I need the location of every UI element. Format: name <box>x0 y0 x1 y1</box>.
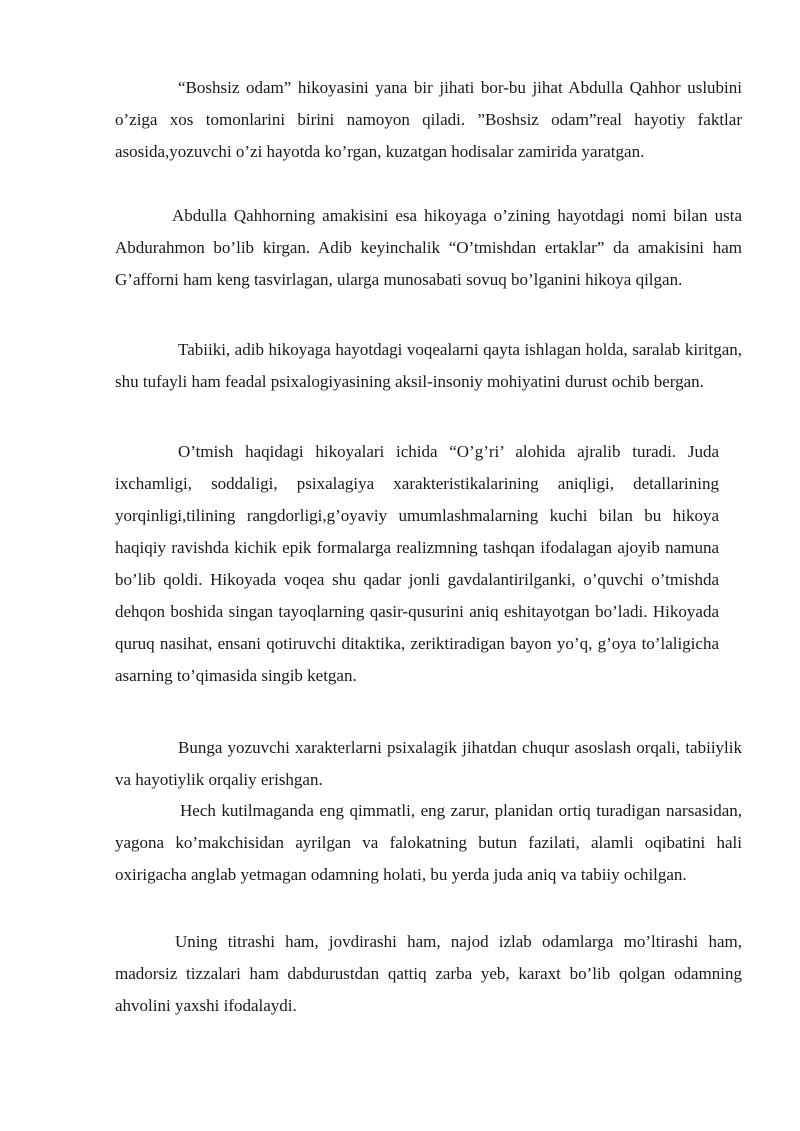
paragraph-4: O’tmish haqidagi hikoyalari ichida “O’g’ri’ alohida ajralib turadi. Juda ixchamligi, soddaligi, psixalagiya xarakteristikalarining aniqligi, detallarining yorqinligi,tilining rangdorligi,g’oyaviy umumlashmalarning kuchi bilan bu hikoya haqiqiy ravishda kichik epik formalarga realizmning tashqan ifodalagan ajoyib namuna bo’lib qoldi. Hikoyada voqea shu qadar jonli gavdalantirilganki, o’quvchi o’tmishda dehqon boshida singan tayoqlarning qasir-qusurini aniq eshitayotgan bo’ladi. Hikoyada quruq nasihat, ensani qotiruvchi ditaktika, zeriktiradigan bayon yo’q, g’oya to’laligicha asarning to’qimasida singib ketgan. <box>115 442 719 685</box>
paragraph-1: “Boshsiz odam” hikoyasini yana bir jihati bor-bu jihat Abdulla Qahhor uslubini o’ziga xos tomonlarini birini namoyon qiladi. ”Boshsiz odam”real hayotiy faktlar asosida,yozuvchi o’zi hayotda ko’rgan, kuzatgan hodisalar zamirida yaratgan. <box>115 78 742 161</box>
paragraph-3: Tabiiki, adib hikoyaga hayotdagi voqealarni qayta ishlagan holda, saralab kiritgan, shu tufayli ham feadal psixalogiyasining aksil-insoniy mohiyatini durust ochib bergan. <box>115 340 742 391</box>
paragraph-2: Abdulla Qahhorning amakisini esa hikoyaga o’zining hayotdagi nomi bilan usta Abdurahmon bo’lib kirgan. Adib keyinchalik “O’tmishdan ertaklar” da amakisini ham G’afforni ham keng tasvirlagan, ularga munosabati sovuq bo’lganini hikoya qilgan. <box>115 206 742 289</box>
paragraph-7: Uning titrashi ham, jovdirashi ham, najod izlab odamlarga mo’ltirashi ham, madorsiz tizzalari ham dabdurustdan qattiq zarba yeb, karaxt bo’lib qolgan odamning ahvolini yaxshi ifodalaydi. <box>115 932 742 1015</box>
paragraph-6: Hech kutilmaganda eng qimmatli, eng zarur, planidan ortiq turadigan narsasidan, yagona ko’makchisidan ayrilgan va falokatning butun fazilati, alamli oqibatini hali oxirigacha anglab yetmagan odamning holati, bu yerda juda aniq va tabiiy ochilgan. <box>115 801 742 884</box>
paragraph-5: Bunga yozuvchi xarakterlarni psixalagik jihatdan chuqur asoslash orqali, tabiiylik va hayotiylik orqaliy erishgan. <box>115 738 742 789</box>
